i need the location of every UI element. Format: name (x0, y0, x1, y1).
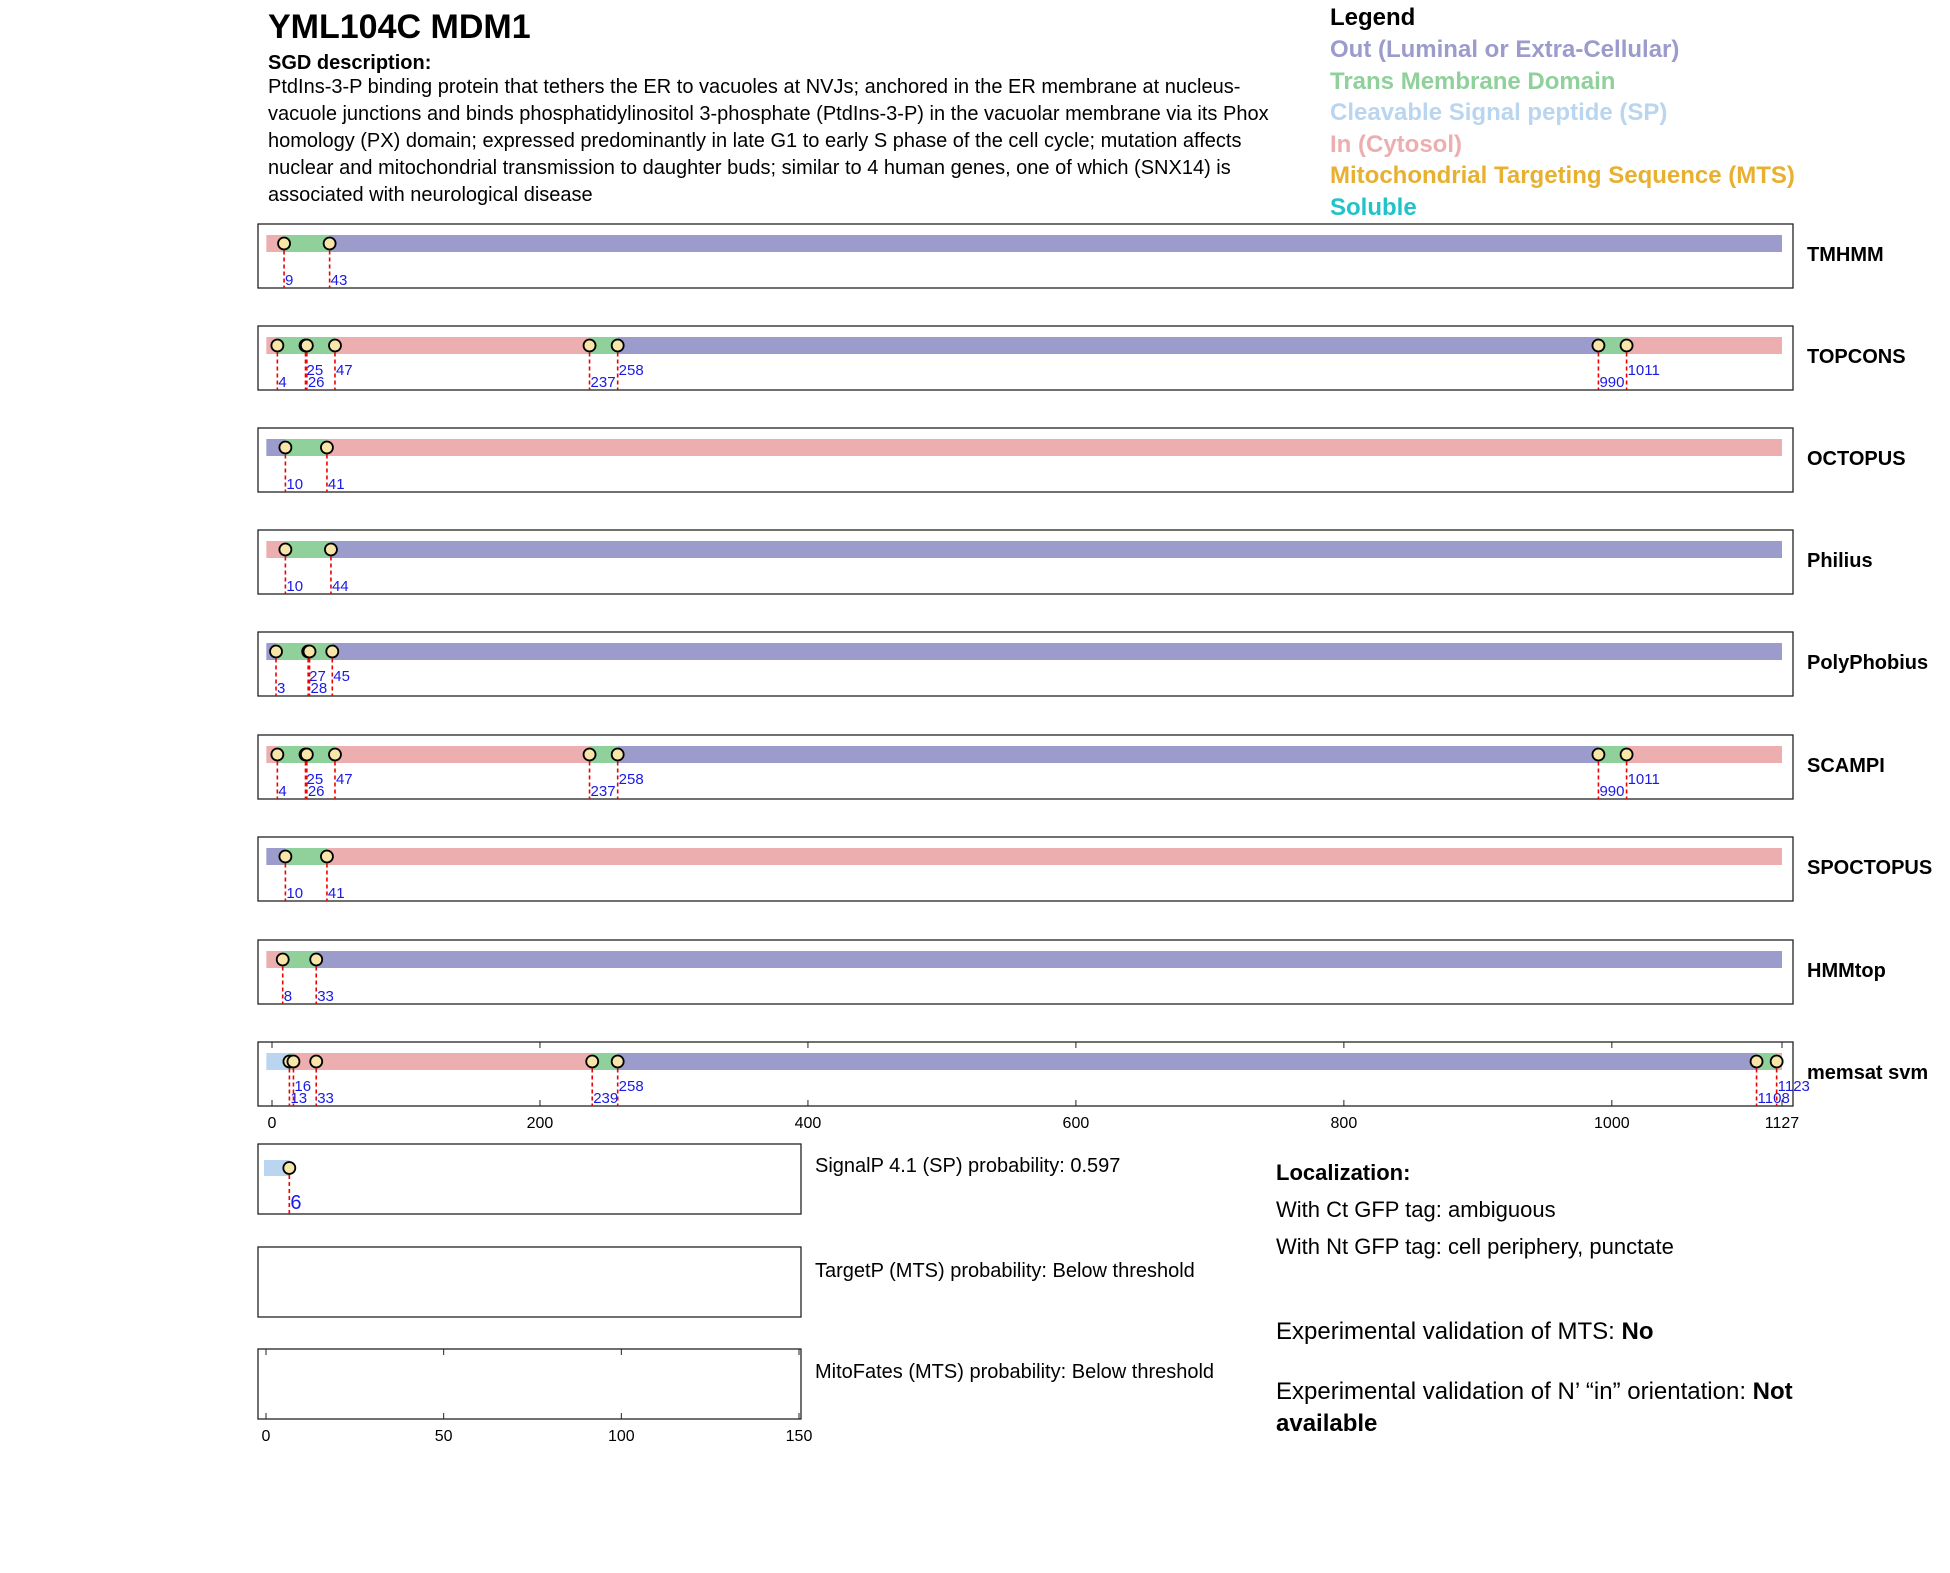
segment-in (327, 439, 1782, 456)
boundary-marker (277, 954, 289, 966)
track-name: OCTOPUS (1807, 448, 1906, 470)
boundary-marker (584, 340, 596, 352)
boundary-label: 258 (618, 771, 644, 788)
boundary-label: 41 (327, 476, 345, 493)
boundary-marker (279, 851, 291, 863)
boundary-label: 10 (286, 476, 304, 493)
boundary-marker (612, 1056, 624, 1068)
boundary-marker (612, 749, 624, 761)
track-octopus (258, 428, 1906, 493)
track-name: SCAMPI (1807, 755, 1885, 777)
boundary-marker (278, 238, 290, 250)
segment-in (1627, 337, 1782, 354)
signalp-frame (258, 1144, 801, 1214)
x-tick-label: 200 (526, 1115, 554, 1132)
mitofates-tick-label: 100 (607, 1428, 635, 1445)
boundary-label: 4 (278, 374, 287, 391)
segment-out (331, 541, 1782, 558)
signalp-boundary-marker (283, 1162, 295, 1174)
track-name: SPOCTOPUS (1807, 857, 1933, 879)
boundary-marker (310, 954, 322, 966)
track-topcons (258, 326, 1906, 391)
boundary-marker (321, 442, 333, 454)
boundary-label: 1123 (1777, 1078, 1810, 1095)
boundary-marker (612, 340, 624, 352)
legend-item-tm: Trans Membrane Domain (1330, 67, 1616, 95)
legend-item-sp: Cleavable Signal peptide (SP) (1330, 99, 1668, 126)
boundary-label: 3 (277, 680, 286, 697)
signalp-box (258, 1144, 801, 1214)
experimental-mts-label: Experimental validation of MTS: (1276, 1318, 1622, 1345)
boundary-marker (271, 340, 283, 352)
boundary-label: 239 (593, 1090, 619, 1107)
legend-title: Legend (1330, 4, 1416, 31)
boundary-label: 25 (306, 771, 324, 788)
boundary-label: 9 (285, 272, 294, 289)
boundary-label: 237 (590, 374, 616, 391)
legend-item-out: Out (Luminal or Extra-Cellular) (1330, 36, 1680, 63)
segment-out (330, 235, 1782, 252)
boundary-label: 1011 (1627, 362, 1660, 379)
boundary-marker (1592, 340, 1604, 352)
track-frame (258, 940, 1793, 1004)
track-name: memsat svm (1807, 1062, 1929, 1084)
boundary-marker (1771, 1056, 1783, 1068)
boundary-marker (326, 646, 338, 658)
mitofates-probability: MitoFates (MTS) probability: Below threshold (815, 1361, 1215, 1383)
experimental-mts-value: No (1621, 1318, 1654, 1345)
segment-out (618, 1053, 1757, 1070)
track-frame (258, 632, 1793, 696)
mitofates-tick-label: 0 (261, 1428, 271, 1445)
boundary-label: 26 (307, 374, 325, 391)
segment-out (316, 951, 1782, 968)
track-frame (258, 1042, 1793, 1106)
segment-in (335, 746, 590, 763)
boundary-marker (1621, 749, 1633, 761)
mitofates-tick-label: 50 (434, 1428, 453, 1445)
track-philius (258, 530, 1873, 595)
mitofates-tick-label: 150 (785, 1428, 813, 1445)
mitofates-box (258, 1349, 812, 1445)
boundary-label: 10 (286, 885, 304, 902)
boundary-label: 16 (294, 1078, 312, 1095)
segment-out (618, 337, 1599, 354)
boundary-label: 25 (306, 362, 324, 379)
boundary-label: 26 (307, 783, 325, 800)
mitofates-frame (258, 1349, 801, 1419)
boundary-marker (1592, 749, 1604, 761)
segment-out (618, 746, 1599, 763)
boundary-marker (310, 1056, 322, 1068)
track-polyphobius (258, 632, 1928, 697)
track-name: Philius (1807, 550, 1873, 572)
legend-item-in: In (Cytosol) (1330, 130, 1462, 158)
track-name: TMHMM (1807, 244, 1884, 266)
sgd-description-text: PtdIns-3-P binding protein that tethers the ER to vacuoles at NVJs; anchored in the ER membrane at nucleus-vacuole junctions and binds phosphatidylinositol 3-phosphate (PtdIns-3-P) in the vacuolar membrane via its Phox homology (PX) domain; expressed predominantly in late G1 to early S phase of the cell cycle; mutation affects nuclear and mitochondrial transmission to daughter buds; similar to 4 human genes, one of which (SNX14) is associated with neurological disease (268, 76, 1269, 206)
track-name: HMMtop (1807, 960, 1886, 982)
segment-out (332, 643, 1782, 660)
experimental-mts (1276, 1316, 1653, 1348)
boundary-marker (329, 340, 341, 352)
x-tick-label: 0 (267, 1115, 277, 1132)
boundary-label: 258 (618, 362, 644, 379)
boundary-label: 43 (330, 272, 348, 289)
boundary-marker (301, 749, 313, 761)
sgd-description-label: SGD description: (268, 52, 432, 74)
x-tick-label: 1127 (1764, 1115, 1800, 1132)
boundary-label: 47 (335, 362, 353, 379)
x-tick-label: 600 (1062, 1115, 1090, 1132)
boundary-label: 44 (331, 578, 349, 595)
track-frame (258, 837, 1793, 901)
boundary-label: 13 (290, 1090, 308, 1107)
boundary-label: 27 (309, 668, 326, 685)
boundary-label: 41 (327, 885, 345, 902)
boundary-label: 47 (335, 771, 353, 788)
track-name: TOPCONS (1807, 346, 1906, 368)
x-tick-label: 400 (794, 1115, 822, 1132)
track-tmhmm (258, 224, 1884, 289)
boundary-marker (321, 851, 333, 863)
signalp-cleavage-label: 6 (290, 1192, 302, 1214)
localization-title: Localization: (1276, 1160, 1411, 1185)
boundary-marker (304, 646, 316, 658)
targetp-frame (258, 1247, 801, 1317)
track-hmmtop (258, 940, 1886, 1005)
track-frame (258, 530, 1793, 594)
track-frame (258, 326, 1793, 390)
experimental-orientation (1276, 1376, 1876, 1440)
segment-in (327, 848, 1782, 865)
segment-in (316, 1053, 592, 1070)
boundary-label: 1011 (1627, 771, 1660, 788)
boundary-marker (1751, 1056, 1763, 1068)
segment-in (335, 337, 590, 354)
boundary-label: 4 (278, 783, 287, 800)
boundary-label: 28 (310, 680, 328, 697)
legend-item-soluble: Soluble (1330, 193, 1417, 221)
experimental-orientation-value: Not available (1276, 1378, 1793, 1437)
boundary-marker (1621, 340, 1633, 352)
boundary-label: 45 (333, 668, 350, 685)
boundary-marker (584, 749, 596, 761)
boundary-label: 1108 (1757, 1090, 1790, 1107)
boundary-marker (279, 442, 291, 454)
track-name: PolyPhobius (1807, 652, 1929, 674)
boundary-marker (586, 1056, 598, 1068)
boundary-label: 10 (286, 578, 304, 595)
boundary-label: 990 (1599, 374, 1625, 391)
boundary-marker (271, 749, 283, 761)
track-memsat-svm (258, 1042, 1928, 1107)
track-frame (258, 224, 1793, 288)
signalp-probability: SignalP 4.1 (SP) probability: 0.597 (815, 1155, 1121, 1177)
legend-item-mts: Mitochondrial Targeting Sequence (MTS) (1330, 162, 1795, 189)
boundary-label: 258 (618, 1078, 644, 1095)
boundary-marker (329, 749, 341, 761)
boundary-marker (324, 238, 336, 250)
boundary-label: 33 (317, 988, 334, 1005)
boundary-marker (279, 544, 291, 556)
boundary-marker (301, 340, 313, 352)
boundary-marker (270, 646, 282, 658)
boundary-marker (325, 544, 337, 556)
track-frame (258, 735, 1793, 799)
targetp-probability: TargetP (MTS) probability: Below threshold (815, 1260, 1195, 1282)
boundary-marker (287, 1056, 299, 1068)
page-title: YML104C MDM1 (268, 8, 531, 46)
experimental-orientation-label: Experimental validation of N’ “in” orientation: (1276, 1378, 1753, 1405)
track-scampi (258, 735, 1885, 800)
boundary-label: 237 (590, 783, 616, 800)
x-tick-label: 1000 (1594, 1115, 1630, 1132)
boundary-label: 990 (1599, 783, 1625, 800)
track-frame (258, 428, 1793, 492)
localization-ct: With Ct GFP tag: ambiguous (1276, 1197, 1556, 1222)
localization-nt: With Nt GFP tag: cell periphery, punctate (1276, 1234, 1674, 1259)
boundary-label: 33 (317, 1090, 334, 1107)
track-spoctopus (258, 837, 1932, 902)
segment-in (1627, 746, 1782, 763)
boundary-label: 8 (283, 988, 293, 1005)
x-tick-label: 800 (1330, 1115, 1358, 1132)
